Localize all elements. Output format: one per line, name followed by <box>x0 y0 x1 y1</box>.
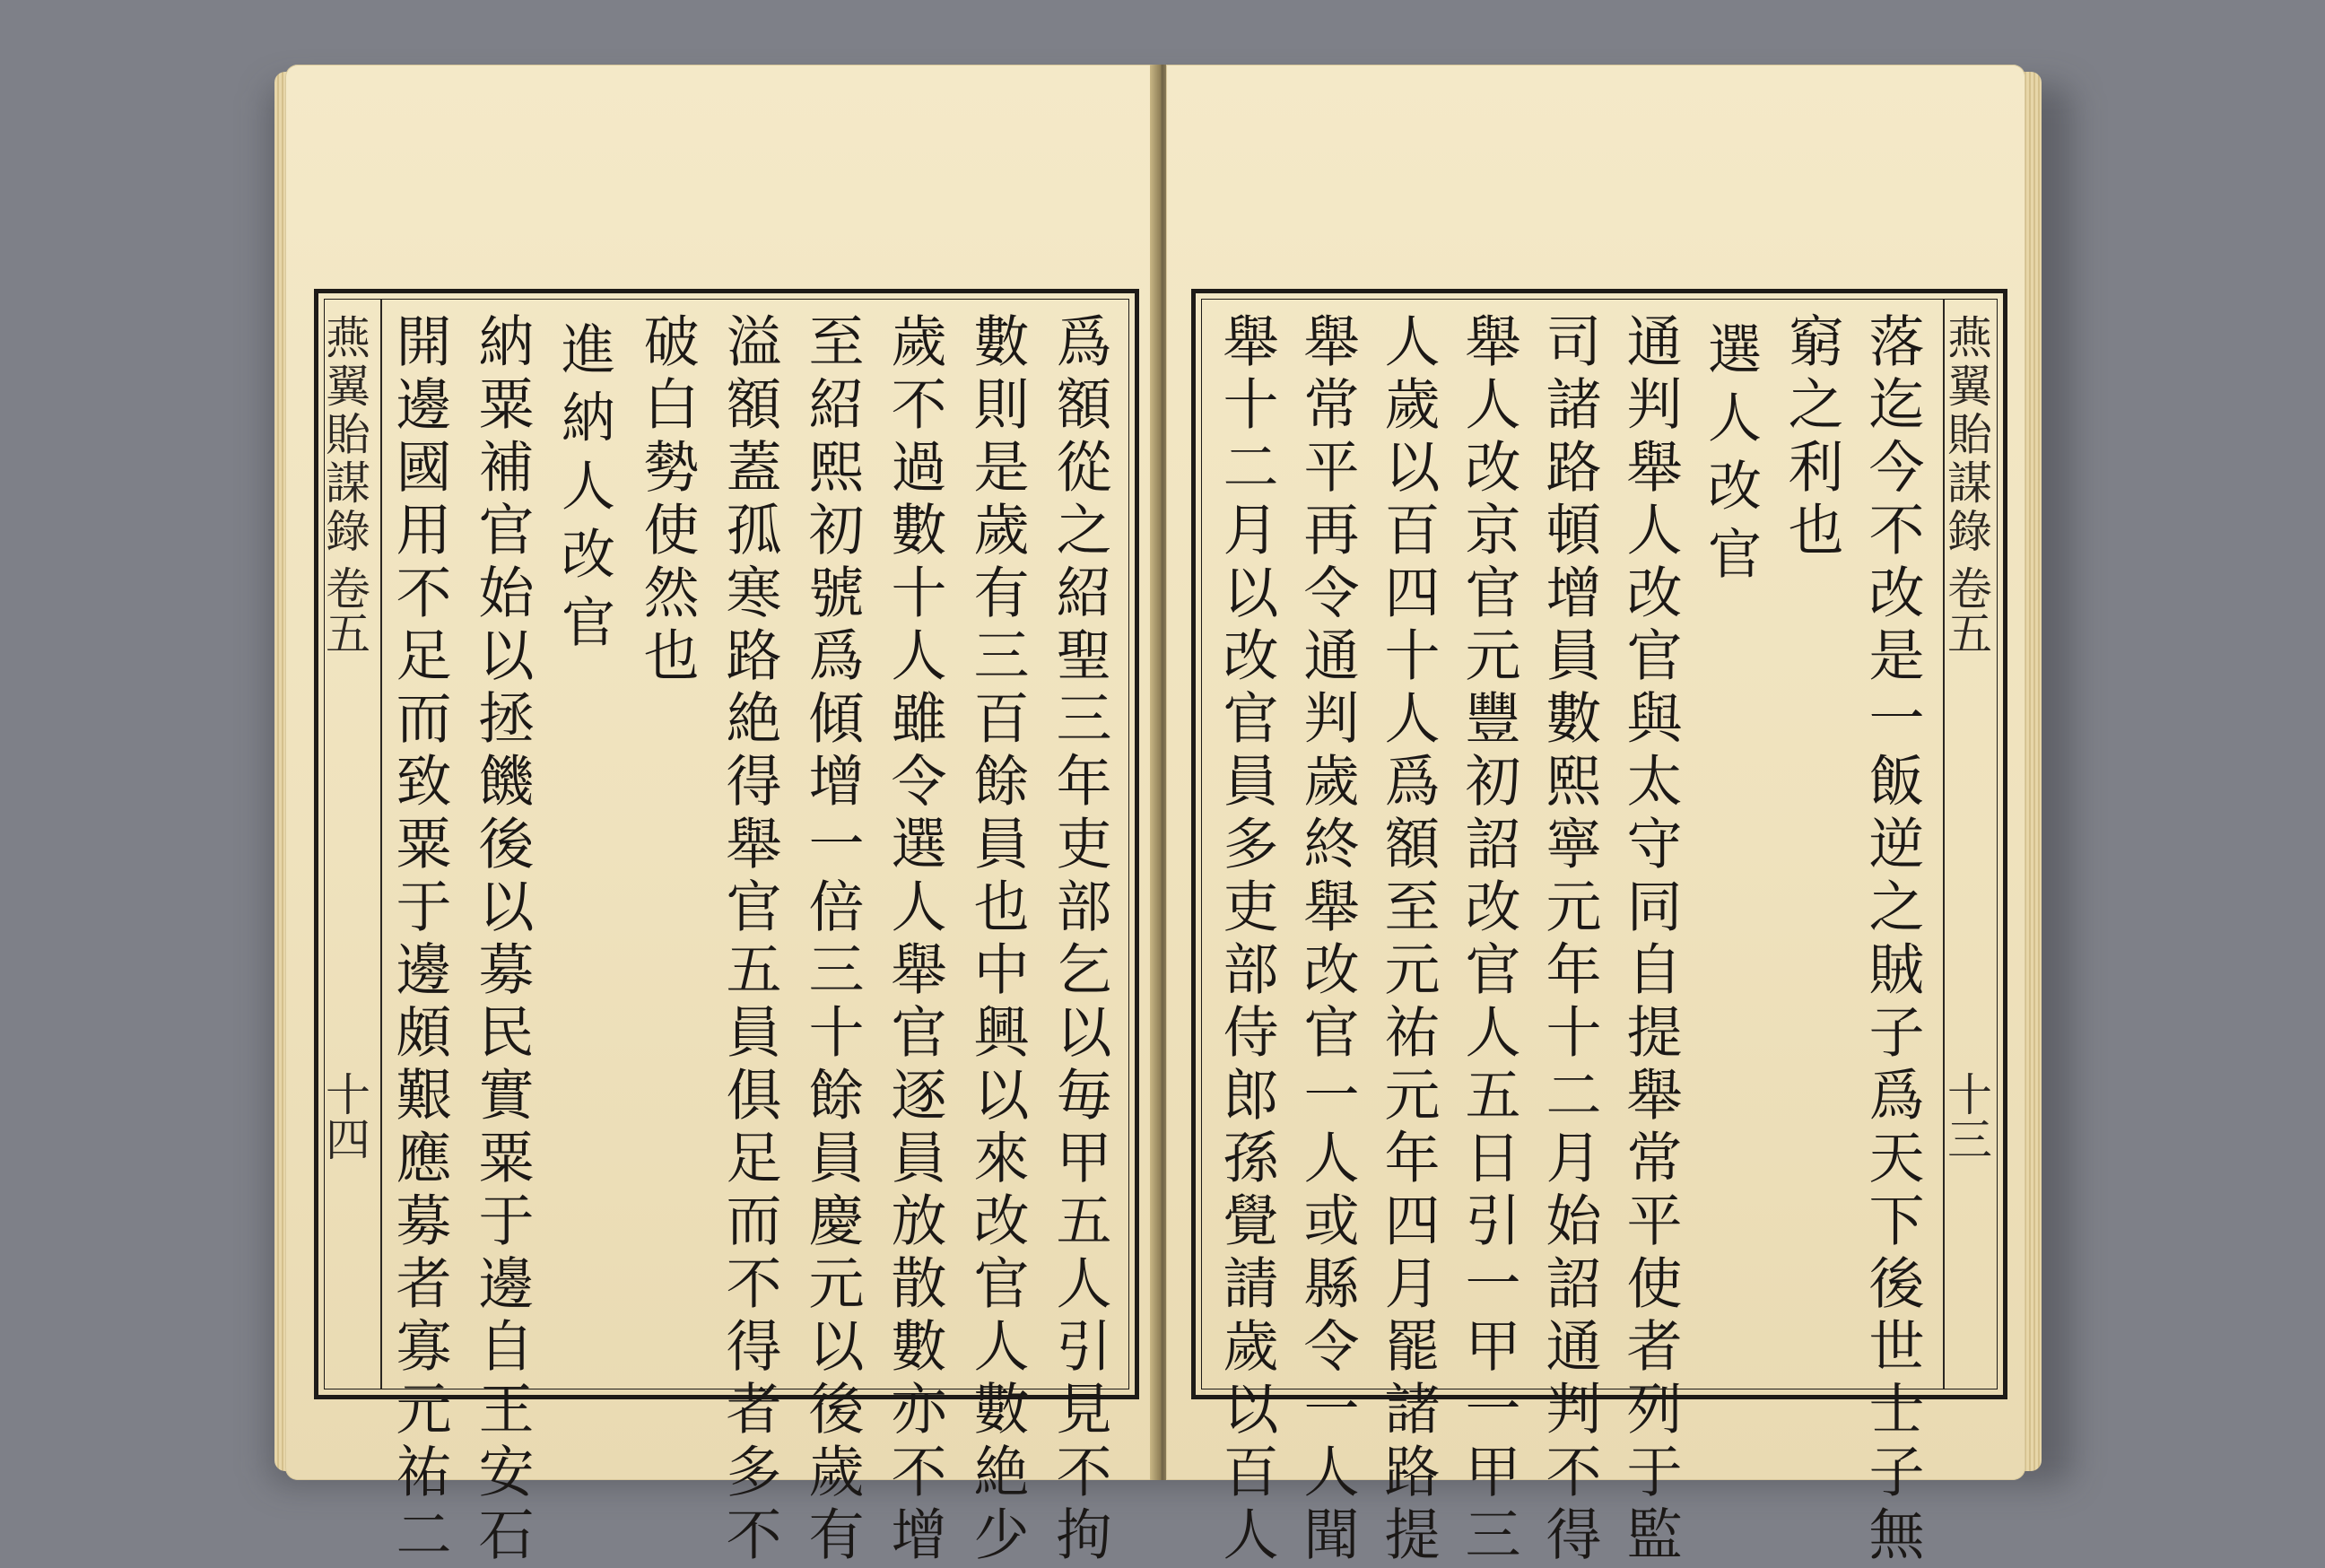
right-col-heading: 選人改官 <box>1699 321 1762 594</box>
left-col-4: 至紹熙初號爲傾增一倍三十餘員慶元以後歲有 <box>799 312 865 1568</box>
right-margin-volume: 卷五 <box>1940 565 1992 655</box>
right-col-6: 舉人改京官元豐初詔改官人五日引一甲一甲三 <box>1456 312 1521 1568</box>
left-col-8: 納粟補官始以拯饑後以募民實粟于邊自王安石 <box>469 312 535 1568</box>
left-col-5: 溢額蓋孤寒路絶得舉官五員俱足而不得者多不 <box>717 312 782 1568</box>
left-margin-volume: 卷五 <box>318 565 370 655</box>
right-col-5: 司諸路頓增員數熙寧元年十二月始詔通判不得 <box>1537 312 1602 1568</box>
right-frame-inner <box>1201 299 1998 1568</box>
right-margin-title: 燕翼貽謀錄 <box>1940 314 1992 556</box>
right-page-frame <box>1191 289 2007 1568</box>
left-margin-folio: 十四 <box>318 1071 370 1161</box>
left-col-heading: 進納人改官 <box>553 321 615 662</box>
right-col-1: 落迄今不改是一飯逆之賊子爲天下後世士子無 <box>1859 312 1925 1568</box>
right-col-9: 舉十二月以改官員多吏部侍郎孫覺請歲以百人 <box>1214 312 1279 1568</box>
right-margin-folio: 十三 <box>1940 1071 1992 1161</box>
left-margin-title: 燕翼貽謀錄 <box>318 314 370 556</box>
left-margin-rule <box>380 300 382 1389</box>
left-page-frame <box>314 289 1139 1568</box>
left-col-9: 開邊國用不足而致粟于邊頗艱應募者寡元祐二 <box>387 312 452 1568</box>
left-col-6: 破白勢使然也 <box>634 312 700 689</box>
right-col-8: 舉常平再令通判歲終舉改官一人或縣令一人聞 <box>1294 312 1360 1568</box>
left-col-2: 數則是歲有三百餘員也中興以來改官人數絶少 <box>964 312 1030 1568</box>
right-col-7: 人歲以百四十人爲額至元祐元年四月罷諸路提 <box>1375 312 1441 1568</box>
left-col-3: 歲不過數十人雖令選人舉官逐員放散數亦不增 <box>882 312 947 1568</box>
left-frame-inner <box>318 299 1129 1568</box>
right-col-2: 窮之利也 <box>1779 312 1844 563</box>
right-col-4: 通判舉人改官與太守同自提舉常平使者列于監 <box>1617 312 1683 1568</box>
left-col-1: 爲額從之紹聖三年吏部乞以毎甲五人引見不拘 <box>1047 312 1112 1568</box>
